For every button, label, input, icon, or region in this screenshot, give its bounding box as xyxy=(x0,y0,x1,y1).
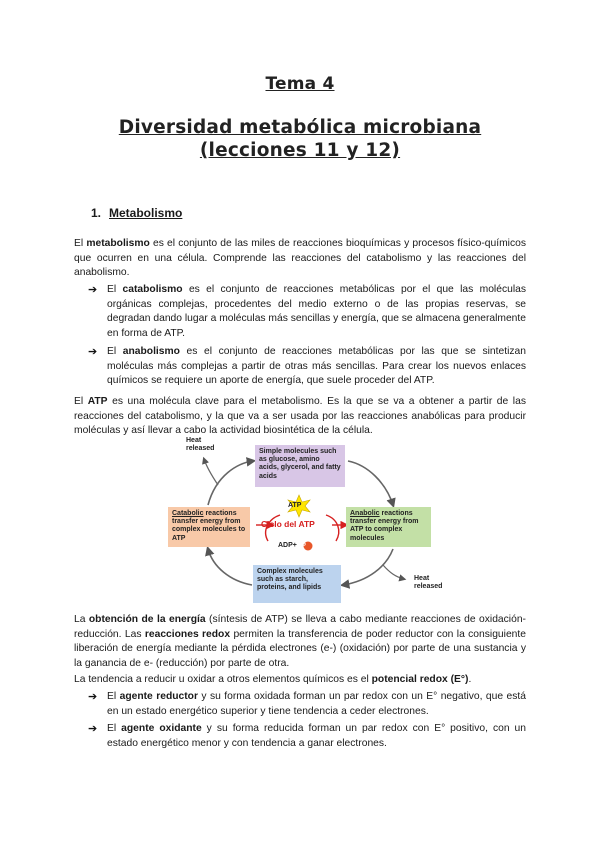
paragraph-potencial: La tendencia a reducir u oxidar a otros elementos químicos es el potencial redox (E°). xyxy=(74,674,472,685)
document-subtitle-line2: (lecciones 11 y 12) xyxy=(199,140,401,161)
catabolic-box: Catabolic reactions transfer energy from complex molecules to ATP xyxy=(168,507,250,547)
heat-arrow-left xyxy=(204,459,218,485)
arrow-to-catabolic xyxy=(208,549,252,585)
bullet-catabolismo: El catabolismo es el conjunto de reacciones metabólicas por el que las moléculas orgánicas complejas, procedentes del medio externo o de las propias reservas, se degradan dando lugar a moléculas más sencillas y energía, que se almacena generalmente en forma de ATP. xyxy=(107,284,526,339)
bullet-arrow-icon: ➔ xyxy=(88,691,98,703)
bullet-agente-oxidante: El agente oxidante y su forma reducida forman un par redox con E° positivo, con un estado energético menor y con tendencia a ganar electrones. xyxy=(107,723,526,749)
document-subtitle-line1: Diversidad metabólica microbiana xyxy=(118,117,482,138)
red-arc-right xyxy=(326,515,339,541)
bullet-arrow-icon: ➔ xyxy=(88,723,98,735)
heat-released-right: Heat released xyxy=(414,575,443,590)
bullet-anabolismo: El anabolismo es el conjunto de reacciones metabólicas por las que se sintetizan moléculas más complejas a partir de otras más sencillas. Para crear los nuevos enlaces químicos se requiere un aporte de energía, que suele proceder del ATP. xyxy=(107,346,526,387)
arrow-to-simple xyxy=(208,461,253,505)
section-title: Metabolismo xyxy=(109,206,183,220)
anabolic-box: Anabolic reactions transfer energy from ATP to complex molecules xyxy=(346,507,431,547)
bullet-arrow-icon: ➔ xyxy=(88,284,98,296)
section-heading xyxy=(91,206,182,220)
arrow-to-anabolic xyxy=(348,461,393,505)
bullet-agente-reductor: El agente reductor y su forma oxidada forman un par redox con un E° negativo, que está en un estado energético superior y tiene tendencia a ceder electrones. xyxy=(107,691,526,717)
bullet-arrow-icon: ➔ xyxy=(88,346,98,358)
atp-cycle-diagram xyxy=(168,437,443,605)
atp-label: ATP xyxy=(288,502,302,509)
heat-released-left: Heat released xyxy=(186,437,215,452)
section-number: 1. xyxy=(91,206,102,220)
adp-label: ADP+ P xyxy=(278,542,306,549)
paragraph-energia: La obtención de la energía (síntesis de ATP) se lleva a cabo mediante reacciones de oxidación-reducción. Las reacciones redox permiten la transferencia de poder reductor con la consiguiente liberación de energía mediante la pérdida electrones (e-) (oxidación) por parte de una sustancia y la ganancia de e- (reducción) por parte de otra. xyxy=(74,614,526,669)
simple-molecules-box: Simple molecules such as glucose, amino acids, glycerol, and fatty acids xyxy=(255,445,345,487)
document-title: Tema 4 xyxy=(265,74,335,94)
paragraph-metabolismo: El metabolismo es el conjunto de las miles de reacciones bioquímicas y procesos físico-químicos que ocurren en una célula. Comprende las reacciones del catabolismo y las reacciones del anabolismo. xyxy=(74,238,526,279)
complex-molecules-box: Complex molecules such as starch, proteins, and lipids xyxy=(253,565,341,603)
heat-arrow-right xyxy=(383,565,404,579)
paragraph-atp: El ATP es una molécula clave para el metabolismo. Es la que se va a obtener a partir de las reacciones del catabolismo, y la que va a ser usada por las reacciones anabólicas para producir moléculas y así llevar a cabo la actividad biosintética de la célula. xyxy=(74,396,526,437)
cycle-label: Ciclo del ATP xyxy=(261,519,315,529)
